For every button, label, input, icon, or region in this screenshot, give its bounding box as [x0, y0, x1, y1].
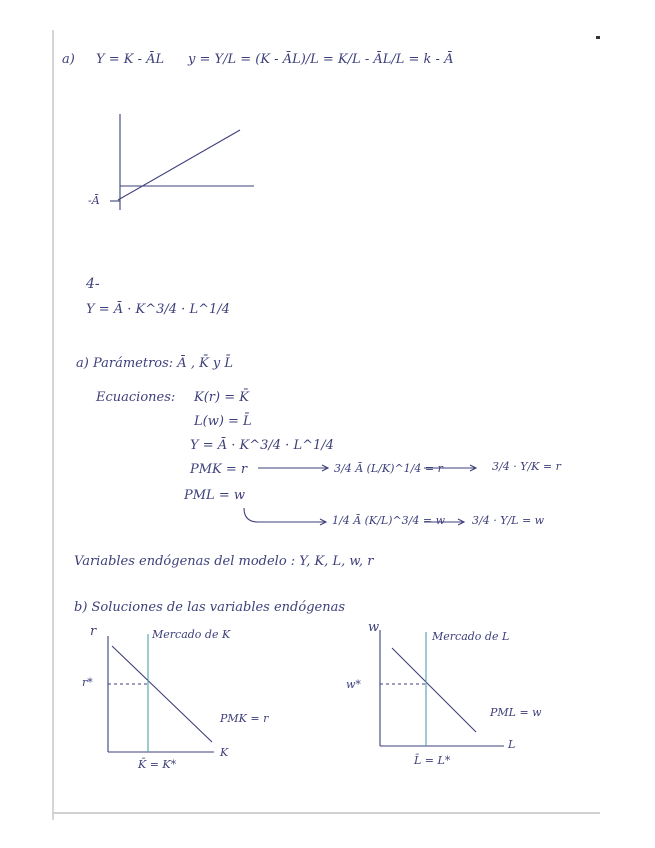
capital-equilibrium-k: K̄ = K*	[138, 758, 177, 771]
arrow-pml-line	[244, 508, 326, 522]
labor-y-axis-label: w	[368, 620, 380, 635]
part-a-top-label: a)	[62, 52, 75, 67]
part-a-top-eq2: y = Y/L = (K - ĀL)/L = K/L - ĀL/L = k - Ā	[188, 52, 454, 67]
derivative-k: 3/4 Ā (L/K)^1/4 = r	[334, 462, 443, 475]
production-function: Y = Ā · K^3/4 · L^1/4	[86, 302, 230, 317]
equation-y: Y = Ā · K^3/4 · L^1/4	[190, 438, 334, 453]
capital-pmk-curve	[112, 646, 212, 742]
graph1-drawing	[110, 114, 254, 210]
capital-equilibrium-r: r*	[82, 676, 93, 689]
result-l: 3/4 · Y/L = w	[472, 514, 545, 527]
capital-curve-label: PMK = r	[220, 712, 269, 725]
capital-market-graph	[108, 634, 214, 752]
capital-market-label: Mercado de K	[152, 628, 231, 641]
derivative-l: 1/4 Ā (K/L)^3/4 = w	[332, 514, 445, 527]
equation-l: L(w) = L̄	[194, 414, 252, 429]
graph1-line	[118, 130, 240, 200]
problem-number: 4-	[86, 276, 100, 292]
labor-curve-label: PML = w	[490, 706, 542, 719]
capital-x-axis-label: K	[220, 746, 229, 759]
labor-market-label: Mercado de L	[432, 630, 510, 643]
equation-k: K(r) = K̄	[194, 390, 249, 405]
labor-pml-curve	[392, 648, 476, 732]
equation-pmk: PMK = r	[190, 462, 248, 477]
derivation-arrows	[244, 465, 476, 525]
result-k: 3/4 · Y/K = r	[492, 460, 561, 473]
labor-market-graph	[380, 630, 504, 746]
capital-y-axis-label: r	[90, 624, 97, 639]
graph1-intercept-label: -Ā	[88, 194, 100, 207]
equation-pml: PML = w	[184, 488, 245, 503]
part-a-top-eq1: Y = K - ĀL	[96, 52, 165, 67]
parameters-line: a) Parámetros: Ā , K̄ y L̄	[76, 356, 234, 371]
labor-x-axis-label: L	[508, 738, 516, 751]
labor-equilibrium-l: L̄ = L*	[414, 754, 451, 767]
endogenous-variables: Variables endógenas del modelo : Y, K, L, w, r	[74, 554, 374, 569]
labor-equilibrium-w: w*	[346, 678, 361, 691]
equations-label: Ecuaciones:	[96, 390, 176, 405]
part-b-title: b) Soluciones de las variables endógenas	[74, 600, 346, 615]
